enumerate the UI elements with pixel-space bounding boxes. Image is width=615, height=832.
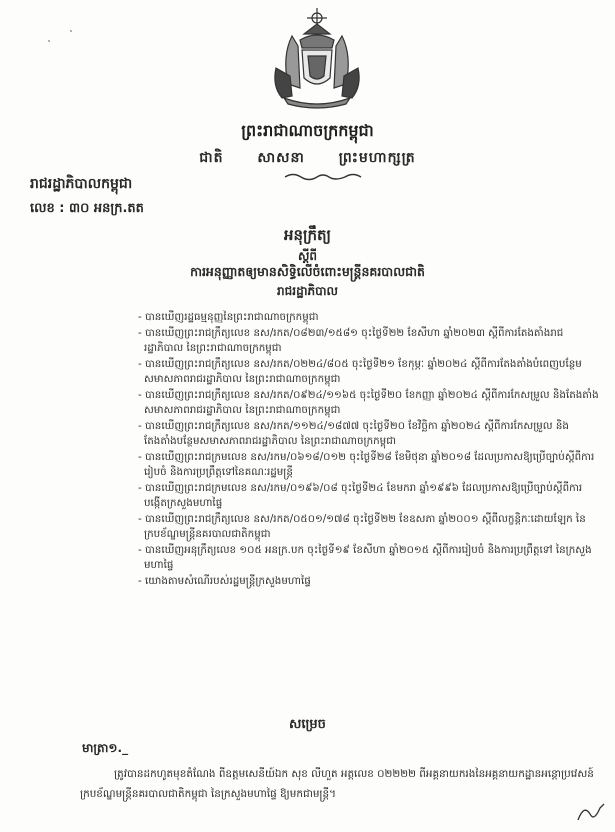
national-motto — [0, 148, 615, 169]
list-item: - បានឃើញព្រះរាជក្រឹត្យលេខ នស/រកត/០៩២៤/១១៦៥ ចុះថ្ងៃទី២០ ខែកញ្ញា ឆ្នាំ២០២៤ ស្តីពីការកែសម្រួល និងតែងតាំងសមាសភាពរាជរដ្ឋាភិបាល នៃព្រះរាជាណាចក្រកម្ពុជា — [138, 388, 599, 416]
about-label: ស្តីពី — [297, 249, 318, 263]
issuing-authority: រាជរដ្ឋាភិបាលកម្ពុជា — [30, 176, 133, 192]
list-item: - បានឃើញព្រះរាជក្រឹត្យលេខ នស/រកត/១១២៤/១៨៧៧ ចុះថ្ងៃទី២០ ខែវិច្ឆិកា ឆ្នាំ២០២៤ ស្តីពីការកែសម្រួល និងតែងតាំងបន្ថែមសមាសភាពរាជរដ្ឋាភិបាល នៃព្រះរាជាណាចក្រកម្ពុជា — [138, 419, 569, 447]
considerations-list — [138, 310, 600, 589]
list-item: - យោងតាមសំណើរបស់រដ្ឋមន្ត្រីក្រសួងមហាផ្ទៃ — [138, 574, 311, 587]
kingdom-heading: ព្រះរាជាណាចក្រកម្ពុជា — [241, 121, 374, 140]
motto-nation: ជាតិ — [199, 150, 224, 166]
list-item: - បានឃើញរដ្ឋធម្មនុញ្ញនៃព្រះរាជាណាចក្រកម្ពុជា — [138, 311, 319, 323]
document-type: អនុក្រឹត្យ — [283, 226, 332, 244]
decision-heading: សម្រេច — [289, 717, 326, 732]
document-number: លេខ : ៣០ អនក្រ.តត — [30, 201, 144, 216]
list-item: - បានឃើញព្រះរាជក្រឹត្យលេខ នស/រកត/០៨២៣/១៥៨១ ចុះថ្ងៃទី២២ ខែសីហា ឆ្នាំ២០២៣ ស្តីពីការតែងតាំងរាជរដ្ឋាភិបាល នៃព្រះរាជាណាចក្រកម្ពុជា — [138, 326, 564, 354]
list-item: - បានឃើញព្រះរាជក្រមលេខ នស/រកម/០៦១៨/០១២ ចុះថ្ងៃទី២៨ ខែមិថុនា ឆ្នាំ២០១៨ ដែលប្រកាសឱ្យប្រើច្បាប់ស្តីពីការរៀបចំ និងការប្រព្រឹត្តទៅនៃគណៈរដ្ឋមន្ត្រី — [138, 450, 595, 478]
list-item: - បានឃើញព្រះរាជក្រឹត្យលេខ នស/រកត/០៥០១/១៧៨ ចុះថ្ងៃទី២២ ខែឧសភា ឆ្នាំ២០០១ ស្តីពីលក្ខន្តិកៈដោយឡែក នៃក្របខ័ណ្ឌមន្ត្រីនគរបាលជាតិកម្ពុជា — [138, 512, 586, 540]
initials-signature-icon — [574, 800, 610, 826]
document-subject: ការអនុញ្ញាតឲ្យមានសិទ្ធិលើចំពោះមន្ត្រីនគរបាលជាតិ — [190, 264, 425, 279]
issuer-line: រាជរដ្ឋាភិបាល — [277, 284, 338, 298]
list-item: - បានឃើញព្រះរាជក្រឹត្យលេខ នស/រកត/០២២៤/៨០៥ ចុះថ្ងៃទី២១ ខែកុម្ភៈ ឆ្នាំ២០២៤ ស្តីពីការតែងតាំងបំពេញបន្ថែមសមាសភាពរាជរដ្ឋាភិបាល នៃព្រះរាជាណាចក្រកម្ពុជា — [138, 357, 582, 385]
ornament-divider-icon — [283, 172, 363, 182]
list-item: - បានឃើញព្រះរាជក្រមលេខ នស/រកម/០១៩៦/០៨ ចុះថ្ងៃទី២៤ ខែមករា ឆ្នាំ១៩៩៦ ដែលប្រកាសឱ្យប្រើច្បាប់ស្តីពីការបង្កើតក្រសួងមហាផ្ទៃ — [138, 481, 583, 509]
royal-coat-of-arms-icon — [262, 6, 372, 114]
scan-speck — [70, 30, 72, 32]
scan-speck — [48, 40, 50, 42]
list-item: - បានឃើញអនុក្រឹត្យលេខ ១០៥ អនក្រ.បក ចុះថ្ងៃទី១៩ ខែសីហា ឆ្នាំ២០១៥ ស្តីពីការរៀបចំ និងការប្រព្រឹត្តទៅ នៃក្រសួងមហាផ្ទៃ — [138, 543, 592, 571]
article-text: ត្រូវបានដកហូតមុខតំណែង ពីឧត្តមសេនីយ៍ឯក សុខ លីហួត អត្តលេខ ០២២២២ ពីអគ្គនាយករងនៃអគ្គនាយកដ្ឋានអន្តោប្រវេសន៍ ក្របខ័ណ្ឌមន្ត្រីនគរបាលជាតិកម្ពុជា នៃក្រសួងមហាផ្ទៃ ឱ្យមកជាមន្ត្រី។ — [80, 768, 594, 800]
motto-religion: សាសនា — [257, 150, 305, 166]
article-label: មាត្រា១._ — [82, 741, 129, 755]
motto-king: ព្រះមហាក្សត្រ — [338, 150, 416, 166]
